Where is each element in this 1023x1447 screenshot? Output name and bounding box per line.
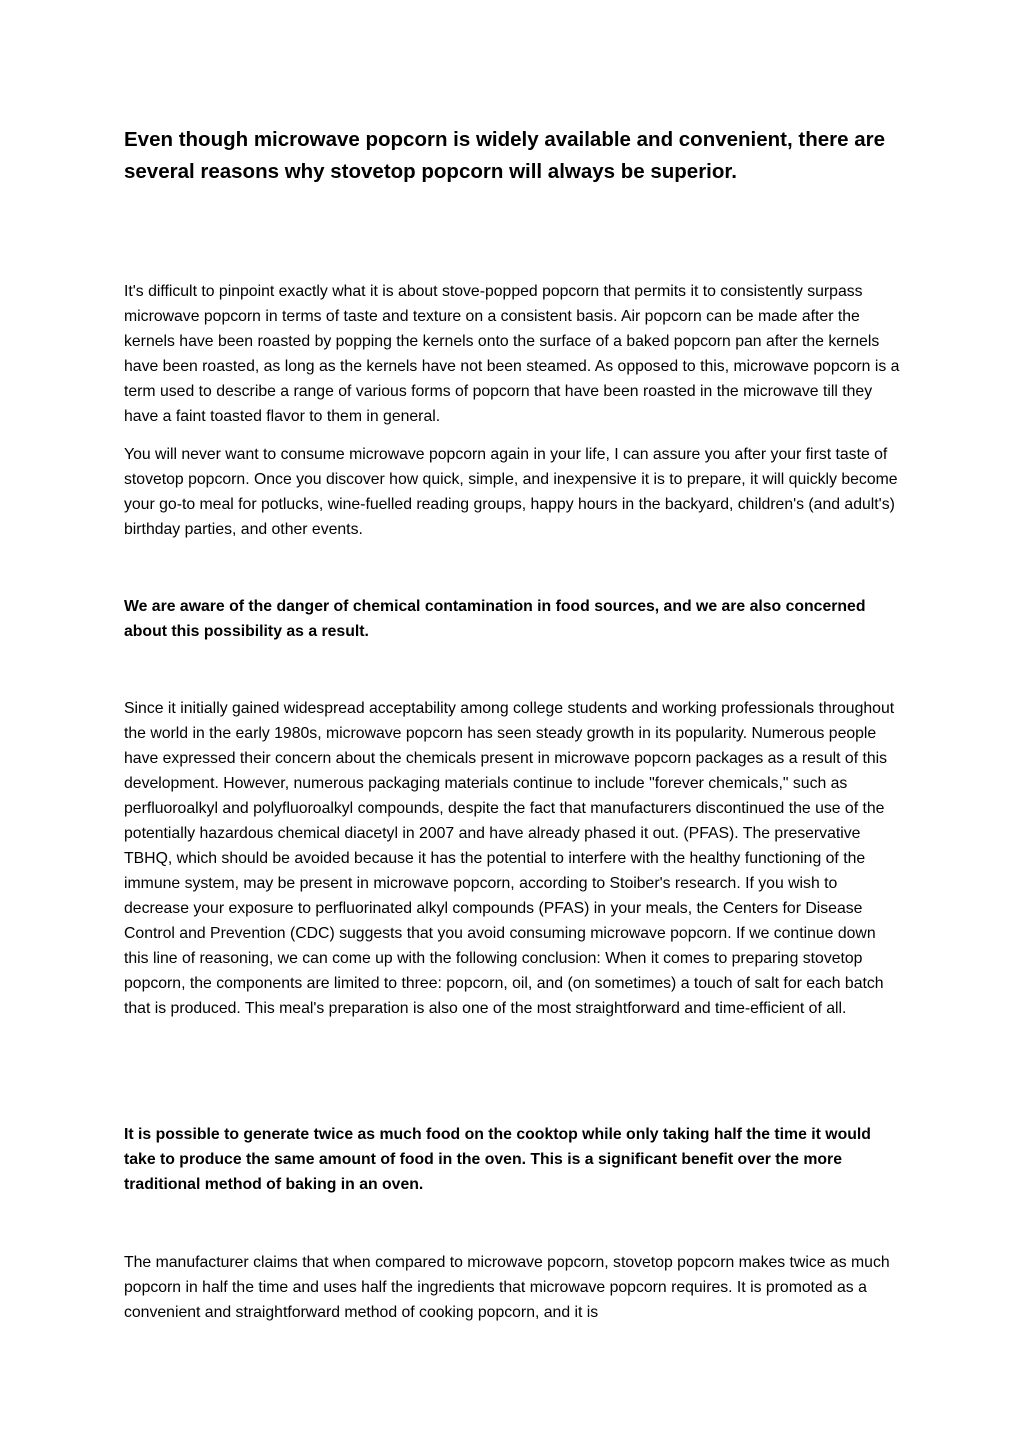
paragraph-taste: It's difficult to pinpoint exactly what it is about stove-popped popcorn that permits it to consistently surpass microwave popcorn in terms of taste and texture on a consistent basis. Air popcorn can be made after the kernels have been roasted by popping the kernels onto the surface of a baked popcorn pan after the kernels have been roasted, as long as the kernels have not been steamed. As opposed to this, microwave popcorn is a term used to describe a range of various forms of popcorn that have been roasted in the microwave till they have a faint toasted flavor to them in general. (124, 283, 900, 425)
paragraph-chemicals: Since it initially gained widespread acceptability among college students and working professionals throughout the world in the early 1980s, microwave popcorn has seen steady growth in its popularity. Numerous people have expressed their concern about the chemicals present in microwave popcorn packages as a result of this development. However, numerous packaging materials continue to include "forever chemicals," such as perfluoroalkyl and polyfluoroalkyl compounds, despite the fact that manufacturers discontinued the use of the potentially hazardous chemical diacetyl in 2007 and have already phased it out. (PFAS). The preservative TBHQ, which should be avoided because it has the potential to interfere with the healthy functioning of the immune system, may be present in microwave popcorn, according to Stoiber's research. If you wish to decrease your exposure to perfluorinated alkyl compounds (PFAS) in your meals, the Centers for Disease Control and Prevention (CDC) suggests that you avoid consuming microwave popcorn. If we continue down this line of reasoning, we can come up with the following conclusion: When it comes to preparing stovetop popcorn, the components are limited to three: popcorn, oil, and (on sometimes) a touch of salt for each batch that is produced. This meal's preparation is also one of the most straightforward and time-efficient of all. (124, 700, 895, 1017)
document-title: Even though microwave popcorn is widely available and convenient, there are several reasons why stovetop popcorn will always be superior. (124, 128, 885, 183)
paragraph-first-taste: You will never want to consume microwave popcorn again in your life, I can assure you after your first taste of stovetop popcorn. Once you discover how quick, simple, and inexpensive it is to prepare, it will quickly become your go-to meal for potlucks, wine-fuelled reading groups, happy hours in the backyard, children's (and adult's) birthday parties, and other events. (124, 446, 898, 538)
paragraph-manufacturer: The manufacturer claims that when compared to microwave popcorn, stovetop popcorn makes twice as much popcorn in half the time and uses half the ingredients that microwave popcorn requires. It is promoted as a convenient and straightforward method of cooking popcorn, and it is (124, 1254, 890, 1321)
section-heading-chemicals: We are aware of the danger of chemical contamination in food sources, and we are also concerned about this possibility as a result. (124, 598, 866, 640)
section-heading-cooktop: It is possible to generate twice as much food on the cooktop while only taking half the time it would take to produce the same amount of food in the oven. This is a significant benefit over the more traditional method of baking in an oven. (124, 1126, 871, 1193)
